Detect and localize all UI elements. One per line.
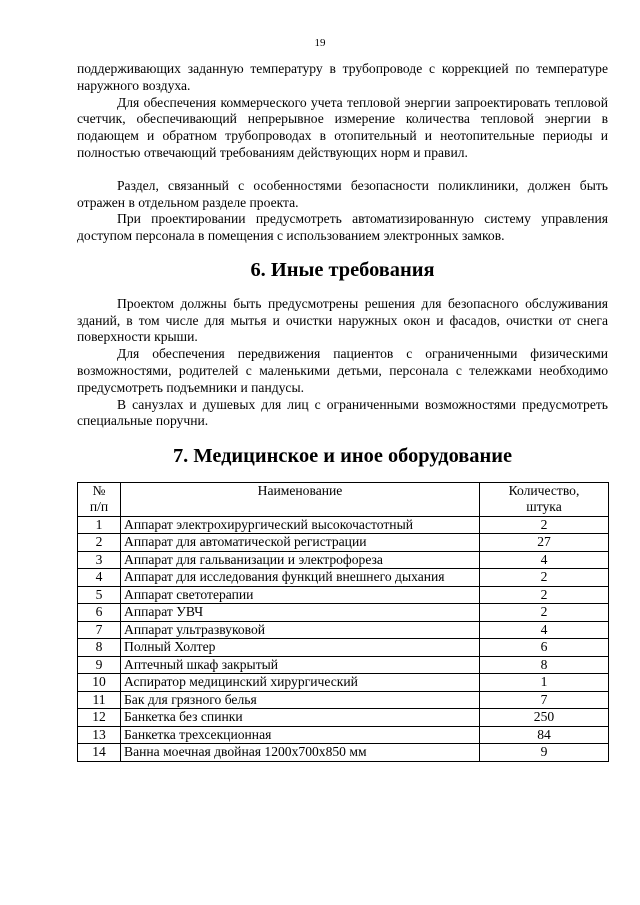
- table-row: [78, 621, 609, 639]
- row-number: 10: [78, 674, 121, 692]
- table-row: [78, 691, 609, 709]
- row-name: Полный Холтер: [121, 639, 480, 657]
- row-name: Аппарат ультразвуковой: [121, 621, 480, 639]
- row-name: Ванна моечная двойная 1200х700х850 мм: [121, 744, 480, 762]
- row-quantity: 27: [480, 534, 609, 552]
- table-row: [78, 709, 609, 727]
- row-quantity: 9: [480, 744, 609, 762]
- table-row: [78, 516, 609, 534]
- table-row: [78, 586, 609, 604]
- row-quantity: 84: [480, 726, 609, 744]
- row-number: 14: [78, 744, 121, 762]
- section-heading: 6. Иные требования: [250, 258, 435, 281]
- row-name: Банкетка трехсекционная: [121, 726, 480, 744]
- row-name: Аспиратор медицинский хирургический: [121, 674, 480, 692]
- table-row: [78, 569, 609, 587]
- row-name: Аппарат для автоматической регистрации: [121, 534, 480, 552]
- row-name: Аппарат светотерапии: [121, 586, 480, 604]
- paragraph: При проектировании предусмотреть автоматизированную систему управления доступом персонала в помещения с использованием электронных замков.: [77, 211, 608, 244]
- paragraph: Раздел, связанный с особенностями безопасности поликлиники, должен быть отражен в отдельном разделе проекта.: [77, 177, 608, 210]
- row-name: Банкетка без спинки: [121, 709, 480, 727]
- row-quantity: 6: [480, 639, 609, 657]
- row-number: 7: [78, 621, 121, 639]
- paragraph: поддерживающих заданную температуру в трубопроводе с коррекцией по температуре наружного воздуха.: [77, 61, 608, 93]
- row-quantity: 1: [480, 674, 609, 692]
- table-row: [78, 604, 609, 622]
- page-number: 19: [314, 37, 326, 49]
- table-header-row: [78, 482, 609, 516]
- row-number: 6: [78, 604, 121, 622]
- row-name: Аппарат для гальванизации и электрофореза: [121, 551, 480, 569]
- section-heading: 7. Медицинское и иное оборудование: [172, 445, 513, 468]
- equipment-table: [77, 482, 609, 762]
- row-number: 2: [78, 534, 121, 552]
- row-number: 9: [78, 656, 121, 674]
- row-quantity: 250: [480, 709, 609, 727]
- row-number: 8: [78, 639, 121, 657]
- row-number: 5: [78, 586, 121, 604]
- row-quantity: 2: [480, 586, 609, 604]
- row-quantity: 4: [480, 621, 609, 639]
- table-row: [78, 656, 609, 674]
- table-row: [78, 551, 609, 569]
- row-name: Бак для грязного белья: [121, 691, 480, 709]
- row-quantity: 7: [480, 691, 609, 709]
- row-number: 3: [78, 551, 121, 569]
- table-row: [78, 726, 609, 744]
- paragraph: Проектом должны быть предусмотрены решения для безопасного обслуживания зданий, в том числе для мытья и очистки наружных окон и фасадов, очистки от снега поверхности крыши.: [77, 295, 608, 345]
- row-quantity: 2: [480, 516, 609, 534]
- paragraph: Для обеспечения коммерческого учета тепловой энергии запроектировать тепловой счетчик, обеспечивающий непрерывное измерение количества тепловой энергии в подающем и обратном трубопроводах в отопительный и неотопительные периоды и полностью отвечающий требованиям действующих норм и правил.: [77, 94, 608, 160]
- header-quantity: Количество, штука: [480, 482, 609, 516]
- row-quantity: 2: [480, 569, 609, 587]
- table-row: [78, 639, 609, 657]
- row-number: 1: [78, 516, 121, 534]
- table-row: [78, 674, 609, 692]
- row-name: Аппарат для исследования функций внешнего дыхания: [121, 569, 480, 587]
- row-quantity: 8: [480, 656, 609, 674]
- table-row: [78, 534, 609, 552]
- header-name: Наименование: [121, 482, 480, 516]
- paragraph: В санузлах и душевых для лиц с ограниченными возможностями предусмотреть специальные поручни.: [77, 396, 608, 429]
- row-number: 4: [78, 569, 121, 587]
- row-number: 13: [78, 726, 121, 744]
- header-number: № п/п: [78, 482, 121, 516]
- document-body: [77, 61, 608, 762]
- row-quantity: 2: [480, 604, 609, 622]
- row-number: 12: [78, 709, 121, 727]
- row-quantity: 4: [480, 551, 609, 569]
- row-name: Аптечный шкаф закрытый: [121, 656, 480, 674]
- paragraph: Для обеспечения передвижения пациентов с ограниченными физическими возможностями, родителей с маленькими детьми, персонала с тележками необходимо предусмотреть подъемники и пандусы.: [77, 346, 608, 395]
- row-name: Аппарат электрохирургический высокочастотный: [121, 516, 480, 534]
- table-row: [78, 744, 609, 762]
- row-number: 11: [78, 691, 121, 709]
- row-name: Аппарат УВЧ: [121, 604, 480, 622]
